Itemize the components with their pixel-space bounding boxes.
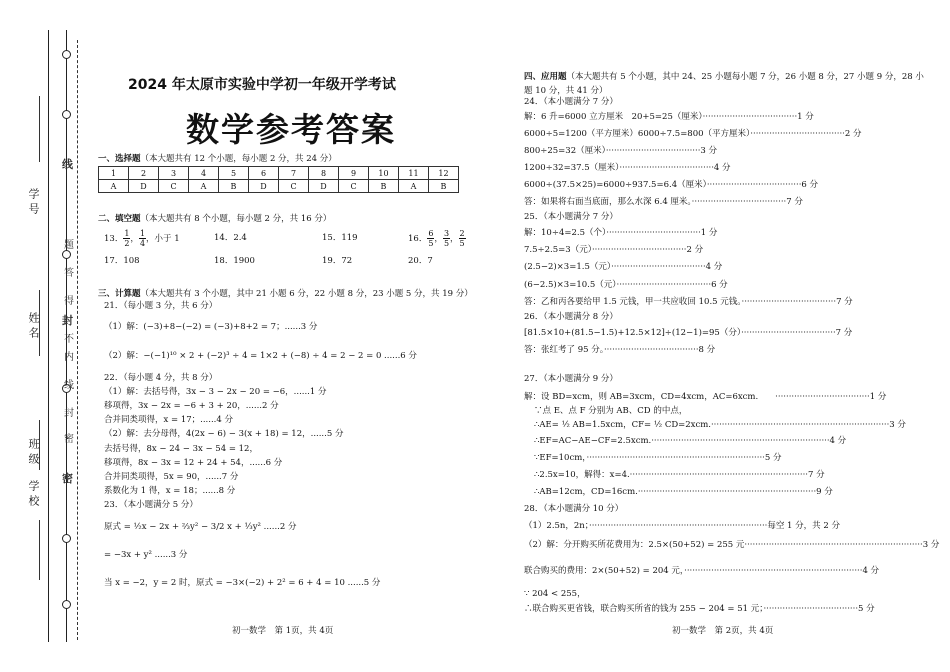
answer-17: 17．108 [104,256,140,266]
app-line: 1200÷32=37.5（厘米）···································4 分 [524,163,731,173]
section-3-heading: 三、计算题（本大题共有 3 个小题，其中 21 小题 6 分，22 小题 8 分，23 小题 5 分，共 19 分） [98,289,473,299]
app-line: 800÷25=32（厘米）···································3 分 [524,146,718,156]
app-line: 27．（本小题满分 9 分） [524,374,618,384]
proof-line: ∴EF=AC−AE−CF=2.5xcm.··································································4 分 [534,436,847,446]
answer-table-numbers: 1 2 3 4 5 6 7 8 9 10 11 12 [99,167,459,180]
answer-13: 13． $\frac{1}{2}$ ， $\frac{1}{4}$ ，小于 1 [104,229,180,248]
answer-15: 15．119 [322,233,358,243]
binding-char: 得 [64,296,74,307]
answer-table [98,166,459,193]
app-line: ∵点 E、点 F 分别为 AB、CD 的中点， [534,406,688,416]
answer-19: 19．72 [322,256,353,266]
app-line: 24．（本小题满分 7 分） [524,97,618,107]
calc-line: = −3x + y² ......3 分 [104,550,188,560]
binding-hole [62,534,71,543]
exam-title: 2024 年太原市实验中学初一年级开学考试 [128,77,396,93]
binding-char: 题 [64,240,74,251]
answer-14: 14．2.4 [214,233,247,243]
app-line: 28．（本小题满分 10 分） [524,504,624,514]
calc-line: 合并同类项得，x = 17；......4 分 [104,415,233,425]
footer-right: 初一数学 第 2页，共 4页 [672,626,774,636]
calc-line: 合并同类项得，5x = 90，......7 分 [104,472,239,482]
binding-char: 密 [64,434,74,445]
footer-left: 初一数学 第 1页，共 4页 [232,626,334,636]
app-line: ∴联合购买更省钱，联合购买所省的钱为 255 − 204 = 51 元；···································5 分 [524,604,875,614]
xuehao-underline [39,96,40,162]
school-label: 学校 [27,480,40,510]
app-line: 7.5÷2.5=3（元）···································2 分 [524,245,704,255]
app-line: 解：10÷4=2.5（个）···································1 分 [524,228,718,238]
answer-20: 20．7 [408,256,433,266]
binding-char: 不 [64,334,74,345]
binding-mark-feng: 封 [62,314,73,327]
page-title: 数学参考答案 [186,110,396,149]
app-line: 解：6 升=6000 立方厘米 20+5=25（厘米）···································1 分 [524,112,814,122]
calc-line: （1）解：(−3)+8−(−2) = (−3)+8+2 = 7；......3 分 [104,322,318,332]
student-id-label: 学号 [27,188,40,218]
binding-hole [62,110,71,119]
app-line: 26．（本小题满分 8 分） [524,312,618,322]
binding-char: 封 [64,408,74,419]
app-line: (6−2.5)×3=10.5（元）···································6 分 [524,280,728,290]
section-2-heading: 二、填空题（本大题共有 8 个小题，每小题 2 分，共 16 分） [98,214,332,224]
calc-line: 移项得，3x − 2x = −6 + 3 + 20，......2 分 [104,401,279,411]
app-line: 6000÷5=1200（平方厘米）6000÷7.5=800（平方厘米）···································2 分 [524,129,862,139]
binding-char: 内 [64,352,74,363]
student-name-label: 姓名 [27,312,40,342]
binding-dashed-line [77,40,78,640]
section-1-heading: 一、选择题（本大题共有 12 个小题，每小题 2 分，共 24 分） [98,154,337,164]
app-line: （1）2.5n，2n；··································································每空 1 分，共 2 分 [524,521,840,531]
calc-line: 去括号得，8x − 24 − 3x − 54 = 12， [104,444,258,454]
section-4-heading: 四、应用题（本大题共有 5 个小题，其中 24、25 小题每小题 7 分，26 小题 8 分，27 小题 9 分，28 小 [524,72,924,82]
answer-16: 16． $\frac{6}{5}$ ， $\frac{3}{5}$ ， $\frac{2}{5}$ [408,229,465,248]
app-line: 6000÷(37.5×25)=6000÷937.5=6.4（厘米）···································6 分 [524,180,819,190]
calc-line: 21．（每小题 3 分，共 6 分） [104,301,218,311]
app-line: 答：张红考了 95 分。···································8 分 [524,345,716,355]
app-line: 解：设 BD=xcm，则 AB=3xcm，CD=4xcm，AC=6xcm. ···································1 分 [524,392,887,402]
proof-line: ∴AB=12cm，CD=16cm.··································································9 分 [534,487,833,497]
app-line: ∵ 204 < 255， [524,589,586,599]
binding-hole [62,250,71,259]
answer-table-answers: A D C A B D C D C B A B [99,180,459,193]
binding-mark-mi: 密 [62,472,73,485]
class-label: 班级 [27,438,40,468]
answer-18: 18．1900 [214,256,255,266]
calc-line: （1）解：去括号得，3x − 3 − 2x − 20 = −6，......1 分 [104,387,327,397]
calc-line: 22．（每小题 4 分，共 8 分） [104,373,218,383]
calc-line: 原式 = ½x − 2x + ⅔y² − 3/2 x + ⅓y² ......2 分 [104,522,297,532]
app-line: (2.5−2)×3=1.5（元）···································4 分 [524,262,723,272]
calc-line: （2）解：去分母得，4(2x − 6) − 3(x + 18) = 12，......5 分 [104,429,344,439]
app-line: 25．（本小题满分 7 分） [524,212,618,222]
calc-line: 当 x = −2，y = 2 时，原式 = −3×(−2) + 2² = 6 + 4 = 10 ......5 分 [104,578,381,588]
proof-line: ∴2.5x=10，解得：x=4.··································································7 分 [534,470,825,480]
calc-line: 23．（本小题满分 5 分） [104,500,198,510]
binding-char: 线 [64,380,74,391]
binding-char: 答 [64,268,74,279]
proof-line: ∵EF=10cm，··································································5 分 [534,453,782,463]
proof-line: ∴AE= ½ AB=1.5xcm，CF= ½ CD=2xcm.··································································3 分 [534,420,906,430]
binding-hole [62,50,71,59]
binding-mark-xian: 线 [62,158,73,171]
binding-hole [62,600,71,609]
binding-border-line [48,30,49,642]
calc-line: 系数化为 1 得，x = 18；......8 分 [104,486,236,496]
app-line: 联合购买的费用：2×(50+52) = 204 元，··································································4 分 [524,566,880,576]
section-4-note-cont: 题 10 分，共 41 分） [524,86,608,96]
calc-line: （2）解：−(−1)¹⁰ × 2 + (−2)³ ÷ 4 = 1×2 + (−8) ÷ 4 = 2 − 2 = 0 ......6 分 [104,351,417,361]
calc-line: 移项得，8x − 3x = 12 + 24 + 54，......6 分 [104,458,283,468]
xuexiao-underline [39,520,40,580]
app-line: 答：乙和丙各要给甲 1.5 元钱，甲一共应收回 10.5 元钱。···································7 分 [524,297,853,307]
app-line: （2）解：分开购买所花费用为：2.5×(50+52) = 255 元··································································3 分 [524,540,940,550]
app-line: [81.5×10+(81.5−1.5)+12.5×12]÷(12−1)=95（分）···································7 分 [524,328,853,338]
app-line: 答：如果将右面当底面，那么水深 6.4 厘米。···································7 分 [524,197,803,207]
